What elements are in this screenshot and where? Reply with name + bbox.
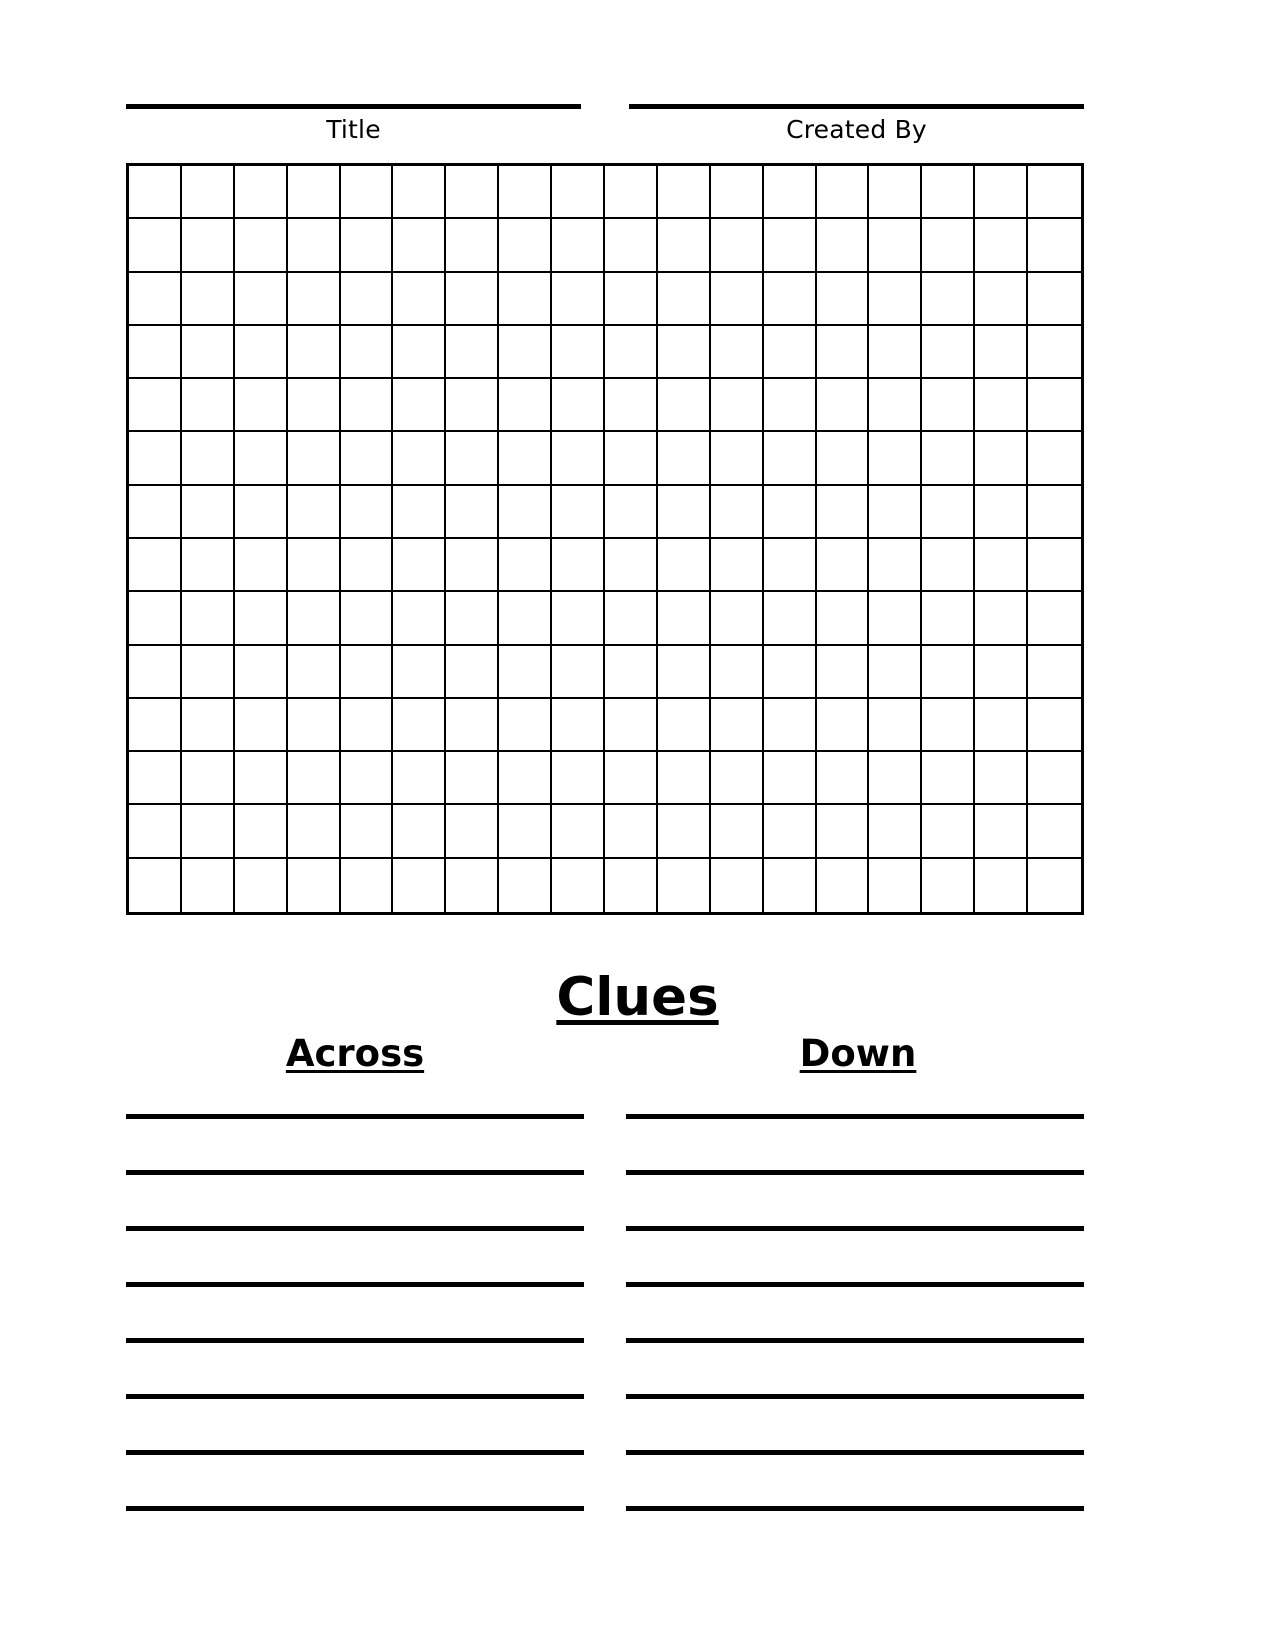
clue-columns <box>126 1030 1084 1511</box>
grid-cell[interactable] <box>922 699 975 752</box>
grid-cell[interactable] <box>341 166 394 219</box>
grid-cell[interactable] <box>288 486 341 539</box>
grid-cell[interactable] <box>922 432 975 485</box>
grid-cell[interactable] <box>922 379 975 432</box>
grid-cell[interactable] <box>1028 646 1081 699</box>
grid-cell[interactable] <box>182 539 235 592</box>
grid-cell[interactable] <box>446 166 499 219</box>
grid-cell[interactable] <box>605 539 658 592</box>
across-clue-line[interactable] <box>126 1170 584 1175</box>
grid-cell[interactable] <box>605 646 658 699</box>
grid-cell[interactable] <box>552 859 605 912</box>
grid-cell[interactable] <box>764 379 817 432</box>
grid-cell[interactable] <box>446 752 499 805</box>
grid-cell[interactable] <box>764 432 817 485</box>
grid-cell[interactable] <box>711 219 764 272</box>
grid-cell[interactable] <box>764 539 817 592</box>
grid-cell[interactable] <box>446 805 499 858</box>
grid-cell[interactable] <box>129 432 182 485</box>
grid-cell[interactable] <box>288 699 341 752</box>
grid-cell[interactable] <box>288 273 341 326</box>
across-clue-line[interactable] <box>126 1114 584 1119</box>
grid-cell[interactable] <box>288 432 341 485</box>
grid-cell[interactable] <box>288 379 341 432</box>
grid-cell[interactable] <box>129 326 182 379</box>
grid-cell[interactable] <box>129 166 182 219</box>
grid-cell[interactable] <box>499 166 552 219</box>
grid-cell[interactable] <box>499 859 552 912</box>
grid-cell[interactable] <box>711 432 764 485</box>
grid-cell[interactable] <box>711 752 764 805</box>
grid-cell[interactable] <box>817 805 870 858</box>
grid-cell[interactable] <box>869 379 922 432</box>
grid-cell[interactable] <box>605 699 658 752</box>
grid-cell[interactable] <box>975 646 1028 699</box>
grid-cell[interactable] <box>1028 486 1081 539</box>
grid-cell[interactable] <box>182 432 235 485</box>
grid-cell[interactable] <box>658 592 711 645</box>
grid-cell[interactable] <box>341 326 394 379</box>
grid-cell[interactable] <box>764 646 817 699</box>
grid-cell[interactable] <box>552 326 605 379</box>
grid-cell[interactable] <box>393 805 446 858</box>
grid-cell[interactable] <box>817 486 870 539</box>
grid-cell[interactable] <box>499 592 552 645</box>
grid-cell[interactable] <box>764 752 817 805</box>
grid-cell[interactable] <box>288 646 341 699</box>
grid-cell[interactable] <box>922 486 975 539</box>
across-clue-line[interactable] <box>126 1282 584 1287</box>
grid-cell[interactable] <box>235 432 288 485</box>
down-clue-line[interactable] <box>626 1506 1084 1511</box>
grid-cell[interactable] <box>764 273 817 326</box>
grid-cell[interactable] <box>869 699 922 752</box>
grid-cell[interactable] <box>235 166 288 219</box>
grid-cell[interactable] <box>975 273 1028 326</box>
grid-cell[interactable] <box>1028 326 1081 379</box>
grid-cell[interactable] <box>129 219 182 272</box>
grid-cell[interactable] <box>129 539 182 592</box>
grid-cell[interactable] <box>711 539 764 592</box>
grid-cell[interactable] <box>711 326 764 379</box>
grid-cell[interactable] <box>975 486 1028 539</box>
header-fields <box>126 104 1084 147</box>
grid-cell[interactable] <box>658 646 711 699</box>
grid-cell[interactable] <box>341 379 394 432</box>
grid-cell[interactable] <box>869 805 922 858</box>
grid-cell[interactable] <box>975 699 1028 752</box>
grid-cell[interactable] <box>341 699 394 752</box>
grid-cell[interactable] <box>341 273 394 326</box>
grid-cell[interactable] <box>393 646 446 699</box>
grid-cell[interactable] <box>446 326 499 379</box>
grid-cell[interactable] <box>658 166 711 219</box>
grid-cell[interactable] <box>552 752 605 805</box>
grid-cell[interactable] <box>711 805 764 858</box>
grid-cell[interactable] <box>922 752 975 805</box>
grid-cell[interactable] <box>288 326 341 379</box>
title-label: Title <box>326 115 381 144</box>
grid-cell[interactable] <box>235 219 288 272</box>
grid-cell[interactable] <box>1028 539 1081 592</box>
across-clue-lines[interactable] <box>126 1114 584 1511</box>
grid-cell[interactable] <box>288 752 341 805</box>
grid-cell[interactable] <box>235 592 288 645</box>
grid-cell[interactable] <box>499 752 552 805</box>
grid-cell[interactable] <box>1028 219 1081 272</box>
grid-cell[interactable] <box>605 486 658 539</box>
grid-cell[interactable] <box>605 859 658 912</box>
grid-cell[interactable] <box>446 859 499 912</box>
grid-cell[interactable] <box>658 219 711 272</box>
grid-cell[interactable] <box>182 859 235 912</box>
crossword-grid[interactable] <box>126 163 1084 915</box>
grid-cell[interactable] <box>341 432 394 485</box>
grid-cell[interactable] <box>764 699 817 752</box>
down-clue-lines[interactable] <box>626 1114 1084 1511</box>
grid-cell[interactable] <box>129 805 182 858</box>
grid-cell[interactable] <box>922 592 975 645</box>
grid-cell[interactable] <box>922 219 975 272</box>
grid-cell[interactable] <box>182 273 235 326</box>
grid-cell[interactable] <box>499 486 552 539</box>
grid-cell[interactable] <box>129 273 182 326</box>
down-clue-line[interactable] <box>626 1170 1084 1175</box>
grid-cell[interactable] <box>1028 859 1081 912</box>
grid-cell[interactable] <box>446 432 499 485</box>
grid-cell[interactable] <box>182 379 235 432</box>
grid-cell[interactable] <box>182 646 235 699</box>
grid-cell[interactable] <box>129 646 182 699</box>
grid-cell[interactable] <box>552 646 605 699</box>
grid-cell[interactable] <box>235 539 288 592</box>
grid-cell[interactable] <box>817 859 870 912</box>
grid-cell[interactable] <box>975 432 1028 485</box>
grid-cell[interactable] <box>288 805 341 858</box>
grid-cell[interactable] <box>764 166 817 219</box>
grid-cell[interactable] <box>182 752 235 805</box>
grid-cell[interactable] <box>393 752 446 805</box>
grid-cell[interactable] <box>341 486 394 539</box>
grid-cell[interactable] <box>1028 805 1081 858</box>
grid-cell[interactable] <box>499 219 552 272</box>
grid-cell[interactable] <box>235 805 288 858</box>
grid-cell[interactable] <box>658 379 711 432</box>
grid-cell[interactable] <box>129 752 182 805</box>
grid-cell[interactable] <box>393 592 446 645</box>
across-clue-line[interactable] <box>126 1506 584 1511</box>
grid-cell[interactable] <box>658 805 711 858</box>
grid-cell[interactable] <box>975 379 1028 432</box>
grid-cell[interactable] <box>764 486 817 539</box>
grid-cell[interactable] <box>922 166 975 219</box>
grid-cell[interactable] <box>922 273 975 326</box>
grid-cell[interactable] <box>817 379 870 432</box>
grid-cell[interactable] <box>499 379 552 432</box>
grid-cell[interactable] <box>446 486 499 539</box>
grid-cell[interactable] <box>764 326 817 379</box>
grid-cell[interactable] <box>922 326 975 379</box>
grid-cell[interactable] <box>869 752 922 805</box>
grid-cell[interactable] <box>817 432 870 485</box>
grid-cell[interactable] <box>393 486 446 539</box>
down-clue-line[interactable] <box>626 1226 1084 1231</box>
grid-cell[interactable] <box>605 752 658 805</box>
grid-cell[interactable] <box>129 859 182 912</box>
grid-cell[interactable] <box>1028 166 1081 219</box>
grid-cell[interactable] <box>129 592 182 645</box>
grid-cell[interactable] <box>182 326 235 379</box>
grid-cell[interactable] <box>235 699 288 752</box>
grid-cell[interactable] <box>658 752 711 805</box>
grid-cell[interactable] <box>711 166 764 219</box>
grid-cell[interactable] <box>922 805 975 858</box>
across-clue-line[interactable] <box>126 1450 584 1455</box>
grid-cell[interactable] <box>764 805 817 858</box>
grid-cell[interactable] <box>552 539 605 592</box>
grid-cell[interactable] <box>235 326 288 379</box>
grid-cell[interactable] <box>817 699 870 752</box>
grid-cell[interactable] <box>869 486 922 539</box>
grid-cell[interactable] <box>605 379 658 432</box>
grid-cell[interactable] <box>182 219 235 272</box>
across-clue-line[interactable] <box>126 1226 584 1231</box>
grid-cell[interactable] <box>658 273 711 326</box>
grid-cell[interactable] <box>552 486 605 539</box>
across-clues-column <box>126 1030 584 1511</box>
created-by-label: Created By <box>786 115 927 144</box>
grid-cell[interactable] <box>975 539 1028 592</box>
grid-cell[interactable] <box>658 486 711 539</box>
grid-cell[interactable] <box>817 646 870 699</box>
grid-cell[interactable] <box>182 486 235 539</box>
across-clue-line[interactable] <box>126 1394 584 1399</box>
grid-cell[interactable] <box>975 219 1028 272</box>
grid-cell[interactable] <box>552 166 605 219</box>
grid-cell[interactable] <box>393 219 446 272</box>
grid-cell[interactable] <box>869 646 922 699</box>
grid-cell[interactable] <box>288 539 341 592</box>
grid-cell[interactable] <box>1028 592 1081 645</box>
grid-cell[interactable] <box>869 219 922 272</box>
grid-cell[interactable] <box>499 805 552 858</box>
grid-cell[interactable] <box>552 219 605 272</box>
grid-cell[interactable] <box>446 699 499 752</box>
grid-cell[interactable] <box>446 539 499 592</box>
grid-cell[interactable] <box>975 752 1028 805</box>
grid-cell[interactable] <box>235 752 288 805</box>
grid-cell[interactable] <box>552 699 605 752</box>
grid-cell[interactable] <box>129 379 182 432</box>
grid-cell[interactable] <box>975 592 1028 645</box>
grid-cell[interactable] <box>869 539 922 592</box>
grid-cell[interactable] <box>658 699 711 752</box>
grid-cell[interactable] <box>235 486 288 539</box>
grid-cell[interactable] <box>764 219 817 272</box>
grid-cell[interactable] <box>711 592 764 645</box>
grid-cell[interactable] <box>817 326 870 379</box>
grid-cell[interactable] <box>817 166 870 219</box>
grid-cell[interactable] <box>182 166 235 219</box>
grid-cell[interactable] <box>288 592 341 645</box>
grid-cell[interactable] <box>1028 699 1081 752</box>
grid-cell[interactable] <box>341 592 394 645</box>
grid-cell[interactable] <box>869 166 922 219</box>
grid-cell[interactable] <box>446 646 499 699</box>
grid-cell[interactable] <box>499 699 552 752</box>
grid-cell[interactable] <box>711 859 764 912</box>
grid-cell[interactable] <box>446 379 499 432</box>
grid-cell[interactable] <box>552 379 605 432</box>
grid-cell[interactable] <box>499 326 552 379</box>
grid-cell[interactable] <box>552 273 605 326</box>
grid-cell[interactable] <box>711 486 764 539</box>
grid-cell[interactable] <box>605 805 658 858</box>
grid-cell[interactable] <box>711 646 764 699</box>
grid-cell[interactable] <box>869 326 922 379</box>
grid-cell[interactable] <box>499 646 552 699</box>
grid-cell[interactable] <box>235 859 288 912</box>
grid-cell[interactable] <box>658 539 711 592</box>
clues-section-title: Clues <box>556 967 719 1028</box>
grid-cell[interactable] <box>1028 379 1081 432</box>
grid-cell[interactable] <box>869 592 922 645</box>
grid-cell[interactable] <box>817 592 870 645</box>
grid-cell[interactable] <box>975 166 1028 219</box>
across-clue-line[interactable] <box>126 1338 584 1343</box>
down-heading: Down <box>799 1032 917 1075</box>
grid-cell[interactable] <box>764 592 817 645</box>
grid-cell[interactable] <box>288 859 341 912</box>
grid-cell[interactable] <box>817 273 870 326</box>
down-clue-line[interactable] <box>626 1114 1084 1119</box>
grid-cell[interactable] <box>393 273 446 326</box>
grid-cell[interactable] <box>341 539 394 592</box>
grid-cell[interactable] <box>129 486 182 539</box>
down-clue-line[interactable] <box>626 1338 1084 1343</box>
grid-cell[interactable] <box>499 539 552 592</box>
down-clue-line[interactable] <box>626 1450 1084 1455</box>
grid-cell[interactable] <box>711 379 764 432</box>
grid-cell[interactable] <box>605 592 658 645</box>
grid-cell[interactable] <box>552 805 605 858</box>
grid-cell[interactable] <box>393 379 446 432</box>
grid-cell[interactable] <box>393 432 446 485</box>
grid-cell[interactable] <box>922 539 975 592</box>
grid-cell[interactable] <box>499 432 552 485</box>
grid-cell[interactable] <box>975 805 1028 858</box>
grid-cell[interactable] <box>658 859 711 912</box>
grid-cell[interactable] <box>605 273 658 326</box>
grid-cell[interactable] <box>182 699 235 752</box>
grid-cell[interactable] <box>235 273 288 326</box>
grid-cell[interactable] <box>341 859 394 912</box>
grid-cell[interactable] <box>393 859 446 912</box>
down-clue-line[interactable] <box>626 1394 1084 1399</box>
grid-cell[interactable] <box>393 539 446 592</box>
grid-cell[interactable] <box>975 859 1028 912</box>
grid-cell[interactable] <box>711 699 764 752</box>
grid-cell[interactable] <box>235 379 288 432</box>
grid-cell[interactable] <box>1028 752 1081 805</box>
grid-cell[interactable] <box>711 273 764 326</box>
crossword-grid-cells[interactable] <box>129 166 1081 912</box>
grid-cell[interactable] <box>393 326 446 379</box>
grid-cell[interactable] <box>552 432 605 485</box>
grid-cell[interactable] <box>817 219 870 272</box>
grid-cell[interactable] <box>1028 432 1081 485</box>
grid-cell[interactable] <box>764 859 817 912</box>
grid-cell[interactable] <box>288 219 341 272</box>
grid-cell[interactable] <box>922 859 975 912</box>
grid-cell[interactable] <box>235 646 288 699</box>
grid-cell[interactable] <box>605 219 658 272</box>
across-heading: Across <box>285 1032 425 1075</box>
grid-cell[interactable] <box>1028 273 1081 326</box>
grid-cell[interactable] <box>869 432 922 485</box>
created-by-field[interactable] <box>629 104 1084 147</box>
grid-cell[interactable] <box>393 166 446 219</box>
grid-cell[interactable] <box>341 219 394 272</box>
grid-cell[interactable] <box>446 219 499 272</box>
grid-cell[interactable] <box>182 805 235 858</box>
grid-cell[interactable] <box>605 432 658 485</box>
grid-cell[interactable] <box>922 646 975 699</box>
grid-cell[interactable] <box>341 752 394 805</box>
grid-cell[interactable] <box>341 805 394 858</box>
grid-cell[interactable] <box>129 699 182 752</box>
grid-cell[interactable] <box>817 752 870 805</box>
title-field[interactable] <box>126 104 581 147</box>
down-clues-column <box>626 1030 1084 1511</box>
grid-cell[interactable] <box>817 539 870 592</box>
grid-cell[interactable] <box>499 273 552 326</box>
grid-cell[interactable] <box>393 699 446 752</box>
grid-cell[interactable] <box>605 326 658 379</box>
grid-cell[interactable] <box>605 166 658 219</box>
grid-cell[interactable] <box>446 592 499 645</box>
grid-cell[interactable] <box>869 859 922 912</box>
down-clue-line[interactable] <box>626 1282 1084 1287</box>
grid-cell[interactable] <box>446 273 499 326</box>
grid-cell[interactable] <box>288 166 341 219</box>
grid-cell[interactable] <box>869 273 922 326</box>
grid-cell[interactable] <box>658 432 711 485</box>
grid-cell[interactable] <box>182 592 235 645</box>
grid-cell[interactable] <box>552 592 605 645</box>
grid-cell[interactable] <box>658 326 711 379</box>
grid-cell[interactable] <box>975 326 1028 379</box>
grid-cell[interactable] <box>341 646 394 699</box>
